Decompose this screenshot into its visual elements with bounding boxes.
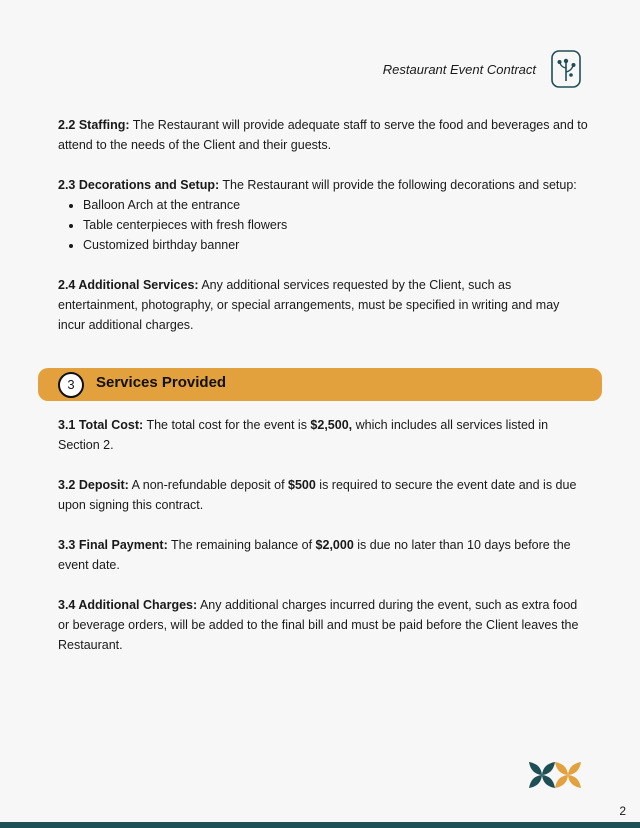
total-cost-label: 3.1 Total Cost: [58,418,144,432]
total-cost-amount: $2,500, [310,418,353,432]
leaf-cross-icon [527,760,583,790]
staffing-clause [58,115,588,155]
decorations-clause [58,175,588,255]
final-payment-clause [58,535,588,575]
final-payment-text: The remaining balance of [167,538,316,552]
total-cost-text-end: which includes all services listed in Section 2. [58,418,549,452]
additional-services-label: 2.4 Additional Services: [58,278,199,292]
additional-charges-clause [58,595,588,655]
final-payment-text-end: is due no later than 10 days before the event date. [58,538,571,572]
total-cost-clause [58,415,588,455]
page-number: 2 [619,804,626,818]
section-banner [38,368,602,401]
final-payment-label: 3.3 Final Payment: [58,538,168,552]
sprout-icon [551,50,581,88]
deposit-label: 3.2 Deposit: [58,478,129,492]
additional-charges-text: Any additional charges incurred during the event, such as extra food or beverage orders, will be added to the final bill and must be paid before the Client leaves the Restaurant. [58,598,579,652]
staffing-label: 2.2 Staffing: [58,118,130,132]
additional-services-text: Any additional services requested by the Client, such as entertainment, photography, or special arrangements, must be specified in writing and may incur additional charges. [58,278,560,332]
final-payment-amount: $2,000 [315,538,354,552]
deposit-text: A non-refundable deposit of [128,478,289,492]
additional-services-clause [58,275,588,335]
deposit-text-end: is required to secure the event date and is due upon signing this contract. [58,478,577,512]
list-item: • Table centerpieces with fresh flowers [83,215,588,235]
additional-charges-label: 3.4 Additional Charges: [58,598,198,612]
staffing-text: The Restaurant will provide adequate staff to serve the food and beverages and to attend to the needs of the Client and their guests. [58,118,588,152]
section-title: Services Provided [96,374,227,391]
decorations-text: The Restaurant will provide the following decorations and setup: [219,178,577,192]
deposit-clause [58,475,588,515]
deposit-amount: $500 [288,478,316,492]
decorations-list [58,195,588,255]
section-number-badge: 3 [58,372,84,398]
header-title: Restaurant Event Contract [382,62,536,77]
list-item: • Customized birthday banner [83,235,588,255]
footer-bar [0,822,640,828]
list-item: • Balloon Arch at the entrance [83,195,588,215]
total-cost-text: The total cost for the event is [143,418,311,432]
decorations-label: 2.3 Decorations and Setup: [58,178,220,192]
